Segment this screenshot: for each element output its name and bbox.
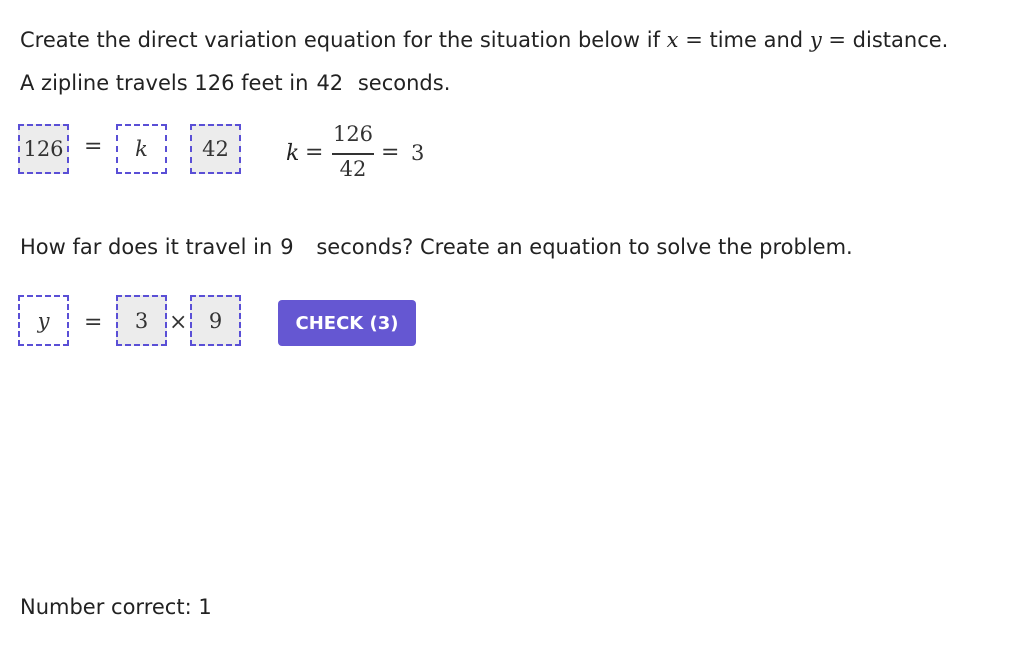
equals-sign: =	[84, 134, 103, 159]
equals-sign-2: =	[84, 310, 103, 335]
k-result: 3	[411, 141, 425, 165]
problem-statement: A zipline travels 126 feet in 42 seconds.	[20, 71, 451, 95]
score-display: Number correct: 1	[20, 595, 212, 619]
check-button[interactable]: CHECK (3)	[278, 300, 416, 346]
instruction-text: Create the direct variation equation for the situation below if x = time and y = distance.	[20, 28, 949, 52]
distance-value: 126	[194, 71, 235, 95]
time-value: 42	[316, 71, 344, 95]
result-equals-sign: =	[381, 140, 400, 165]
k-value-answer-box[interactable]: 3	[116, 295, 167, 346]
k-answer-box[interactable]: k	[116, 124, 167, 174]
fraction-numerator: 126	[332, 122, 374, 146]
question-text: How far does it travel in 9 seconds? Create an equation to solve the problem.	[20, 235, 853, 259]
seconds-value: 9	[280, 235, 294, 259]
distance-answer-box[interactable]: 126	[18, 124, 69, 174]
time-answer-box[interactable]: 42	[190, 124, 241, 174]
fraction-bar	[332, 153, 374, 155]
times-sign: ×	[169, 310, 188, 335]
k-symbol: k	[286, 141, 300, 166]
x-value-answer-box[interactable]: 9	[190, 295, 241, 346]
k-equals-sign: =	[305, 140, 324, 165]
fraction-denominator: 42	[339, 157, 367, 181]
y-answer-box[interactable]: y	[18, 295, 69, 346]
score-value: 1	[198, 595, 212, 619]
